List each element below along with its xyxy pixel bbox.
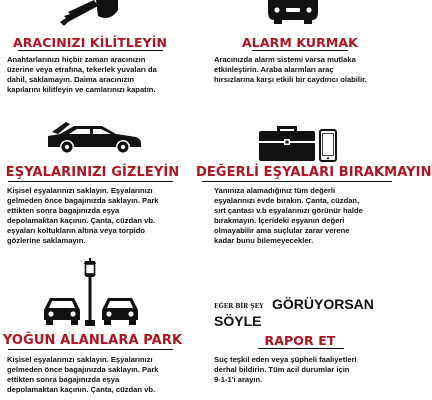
lock-text-line: Anahtarlarınızı hiçbir zaman aracınızın xyxy=(7,55,146,64)
hide-text-line: gözlerine saklamayın. xyxy=(7,236,86,245)
hide-title-rule xyxy=(8,181,173,182)
alarm-text-line: hırsızlarına karşı etkili bir caydırıcı olabilir. xyxy=(214,75,367,84)
hide-text-line: eşyaları koltukların altına veya torpido xyxy=(7,226,146,235)
valuables-title: DEĞERLİ EŞYALARI BIRAKMAYIN xyxy=(196,165,432,180)
car-open-trunk-icon xyxy=(44,120,144,154)
valuables-text-line: olmayabilir ama suçlular zarar verene xyxy=(214,226,350,235)
report-title: RAPOR ET xyxy=(264,333,336,348)
report-lead-big-1: GÖRÜYORSAN xyxy=(272,296,374,312)
alarm-text-line: etkinleştirin. Araba alarmları araç xyxy=(214,65,334,74)
parked-cars-streetlight-icon xyxy=(40,258,144,328)
hide-text xyxy=(7,186,187,246)
hide-text-line: Kişisel eşyalarınızı saklayın. Eşyalarınızı xyxy=(7,186,153,195)
lock-text xyxy=(7,55,182,95)
valuables-text-line: Yanınıza alamadığınız tüm değerli xyxy=(214,186,336,195)
car-key-icon xyxy=(58,0,118,26)
hide-text-line: ettikten sonra bagajınızda eşya xyxy=(7,206,120,215)
alarm-title-rule xyxy=(252,50,348,51)
parking-title-rule xyxy=(8,349,173,350)
lock-text-line: dahil, saklamayın. Daima aracınızın xyxy=(7,75,135,84)
report-lead-small: EĞER BİR ŞEY xyxy=(214,303,264,310)
alarm-text-line: Aracınızda alarm sistemi varsa mutlaka xyxy=(214,55,356,64)
valuables-text xyxy=(214,186,394,246)
lock-text-line: kapılarını kilitleyin ve camlarınızı kapatın. xyxy=(7,85,156,94)
valuables-text-line: kadar bunu bilemeyecekler. xyxy=(214,236,314,245)
lock-text-line: üzerine veya etrafına, tekerlek yuvaları da xyxy=(7,65,157,74)
valuables-text-line: sırt çantası v.b eşyalarınızı görünür halde xyxy=(214,206,363,215)
valuables-text-line: eşyalarınızı evde bırakın. Çanta, cüzdan, xyxy=(214,196,360,205)
valuables-text-line: bırakmayın. İçerideki eşyanın değeri xyxy=(214,216,345,225)
report-lead-big-2: SÖYLE xyxy=(214,313,262,329)
parking-text-line: Kişisel eşyalarınızı saklayın. Eşyalarınızı xyxy=(7,355,153,364)
alarm-title: ALARM KURMAK xyxy=(242,35,358,50)
lock-title-rule xyxy=(18,50,163,51)
valuables-title-rule xyxy=(202,181,392,182)
report-text-line: 9-1-1'i arayın. xyxy=(214,375,263,384)
parking-text-line: gelmeden önce bagajınızda saklayın. Park xyxy=(7,365,159,374)
parking-text-line: ettikten sonra bagajınızda eşya xyxy=(7,375,120,384)
alarm-text xyxy=(214,55,394,85)
parking-text xyxy=(7,355,187,395)
parking-text-line: depolamaktan kaçının. Çanta, cüzdan vb. xyxy=(7,385,156,394)
hide-title: EŞYALARINIZI GİZLEYİN xyxy=(5,165,180,180)
report-text-line: derhal bildirin. Tüm acil durumlar için xyxy=(214,365,350,374)
parking-title: YOĞUN ALANLARA PARK xyxy=(2,333,183,348)
briefcase-phone-icon xyxy=(253,122,341,162)
lock-title: ARACINIZI KİLİTLEYİN xyxy=(12,35,168,50)
report-text-line: Suç teşkil eden veya şüpheli faaliyetleri xyxy=(214,355,357,364)
car-alarm-icon xyxy=(262,0,324,24)
report-title-rule xyxy=(258,348,344,349)
report-text xyxy=(214,355,394,385)
hide-text-line: gelmeden önce bagajınızda saklayın. Park xyxy=(7,196,159,205)
hide-text-line: depolamaktan kaçının. Çanta, cüzdan vb. xyxy=(7,216,156,225)
